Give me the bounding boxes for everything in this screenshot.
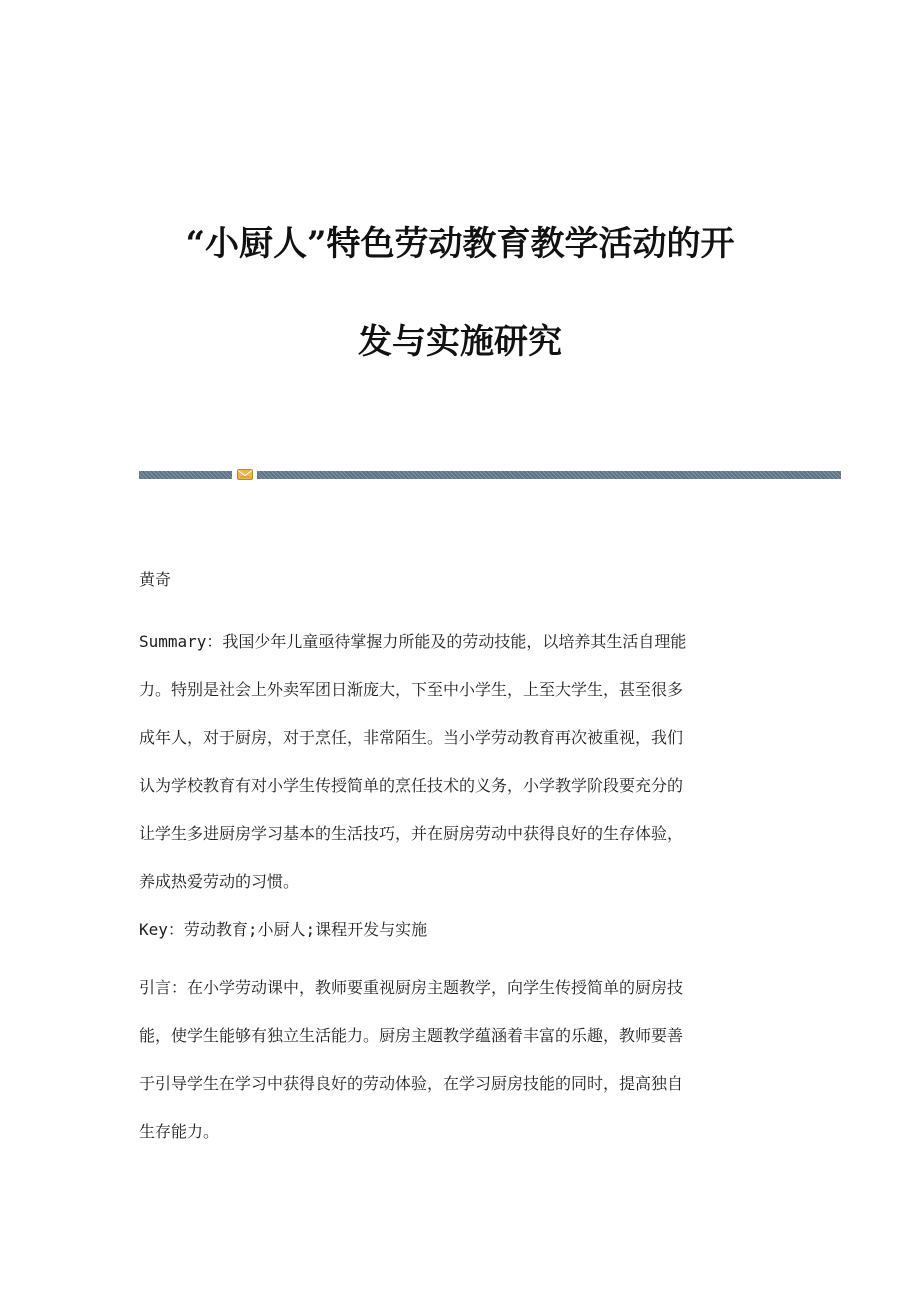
keywords-section xyxy=(139,906,784,954)
author-name: 黄奇 xyxy=(139,570,172,589)
intro-line: 能，使学生能够有独立生活能力。厨房主题教学蕴涵着丰富的乐趣，教师要善 xyxy=(139,1026,684,1045)
title-line-1: “小厨人”特色劳动教育教学活动的开 xyxy=(185,224,735,264)
summary-line: 力。特别是社会上外卖军团日渐庞大，下至中小学生，上至大学生，甚至很多 xyxy=(139,680,684,699)
divider-bar-left xyxy=(139,471,232,479)
summary-line: Summary：我国少年儿童亟待掌握力所能及的劳动技能，以培养其生活自理能 xyxy=(139,632,687,651)
summary-line: 成年人，对于厨房，对于烹任，非常陌生。当小学劳动教育再次被重视，我们 xyxy=(139,728,684,747)
intro-line: 生存能力。 xyxy=(139,1122,220,1141)
title-line-2: 发与实施研究 xyxy=(358,322,562,362)
summary-line: 认为学校教育有对小学生传授简单的烹任技术的义务，小学教学阶段要充分的 xyxy=(139,776,684,795)
divider-bar-right xyxy=(257,471,841,479)
summary-line: 养成热爱劳动的习惯。 xyxy=(139,872,300,891)
summary-line: 让学生多进厨房学习基本的生活技巧，并在厨房劳动中获得良好的生存体验， xyxy=(139,824,684,843)
intro-line: 于引导学生在学习中获得良好的劳动体验，在学习厨房技能的同时，提高独自 xyxy=(139,1074,684,1093)
introduction-section xyxy=(139,964,784,1156)
envelope-ornament-icon xyxy=(237,468,253,481)
keywords-line: Key：劳动教育;小厨人;课程开发与实施 xyxy=(139,920,428,939)
summary-section xyxy=(139,618,784,906)
title-divider xyxy=(139,468,841,482)
intro-line: 引言：在小学劳动课中，教师要重视厨房主题教学，向学生传授简单的厨房技 xyxy=(139,978,684,997)
